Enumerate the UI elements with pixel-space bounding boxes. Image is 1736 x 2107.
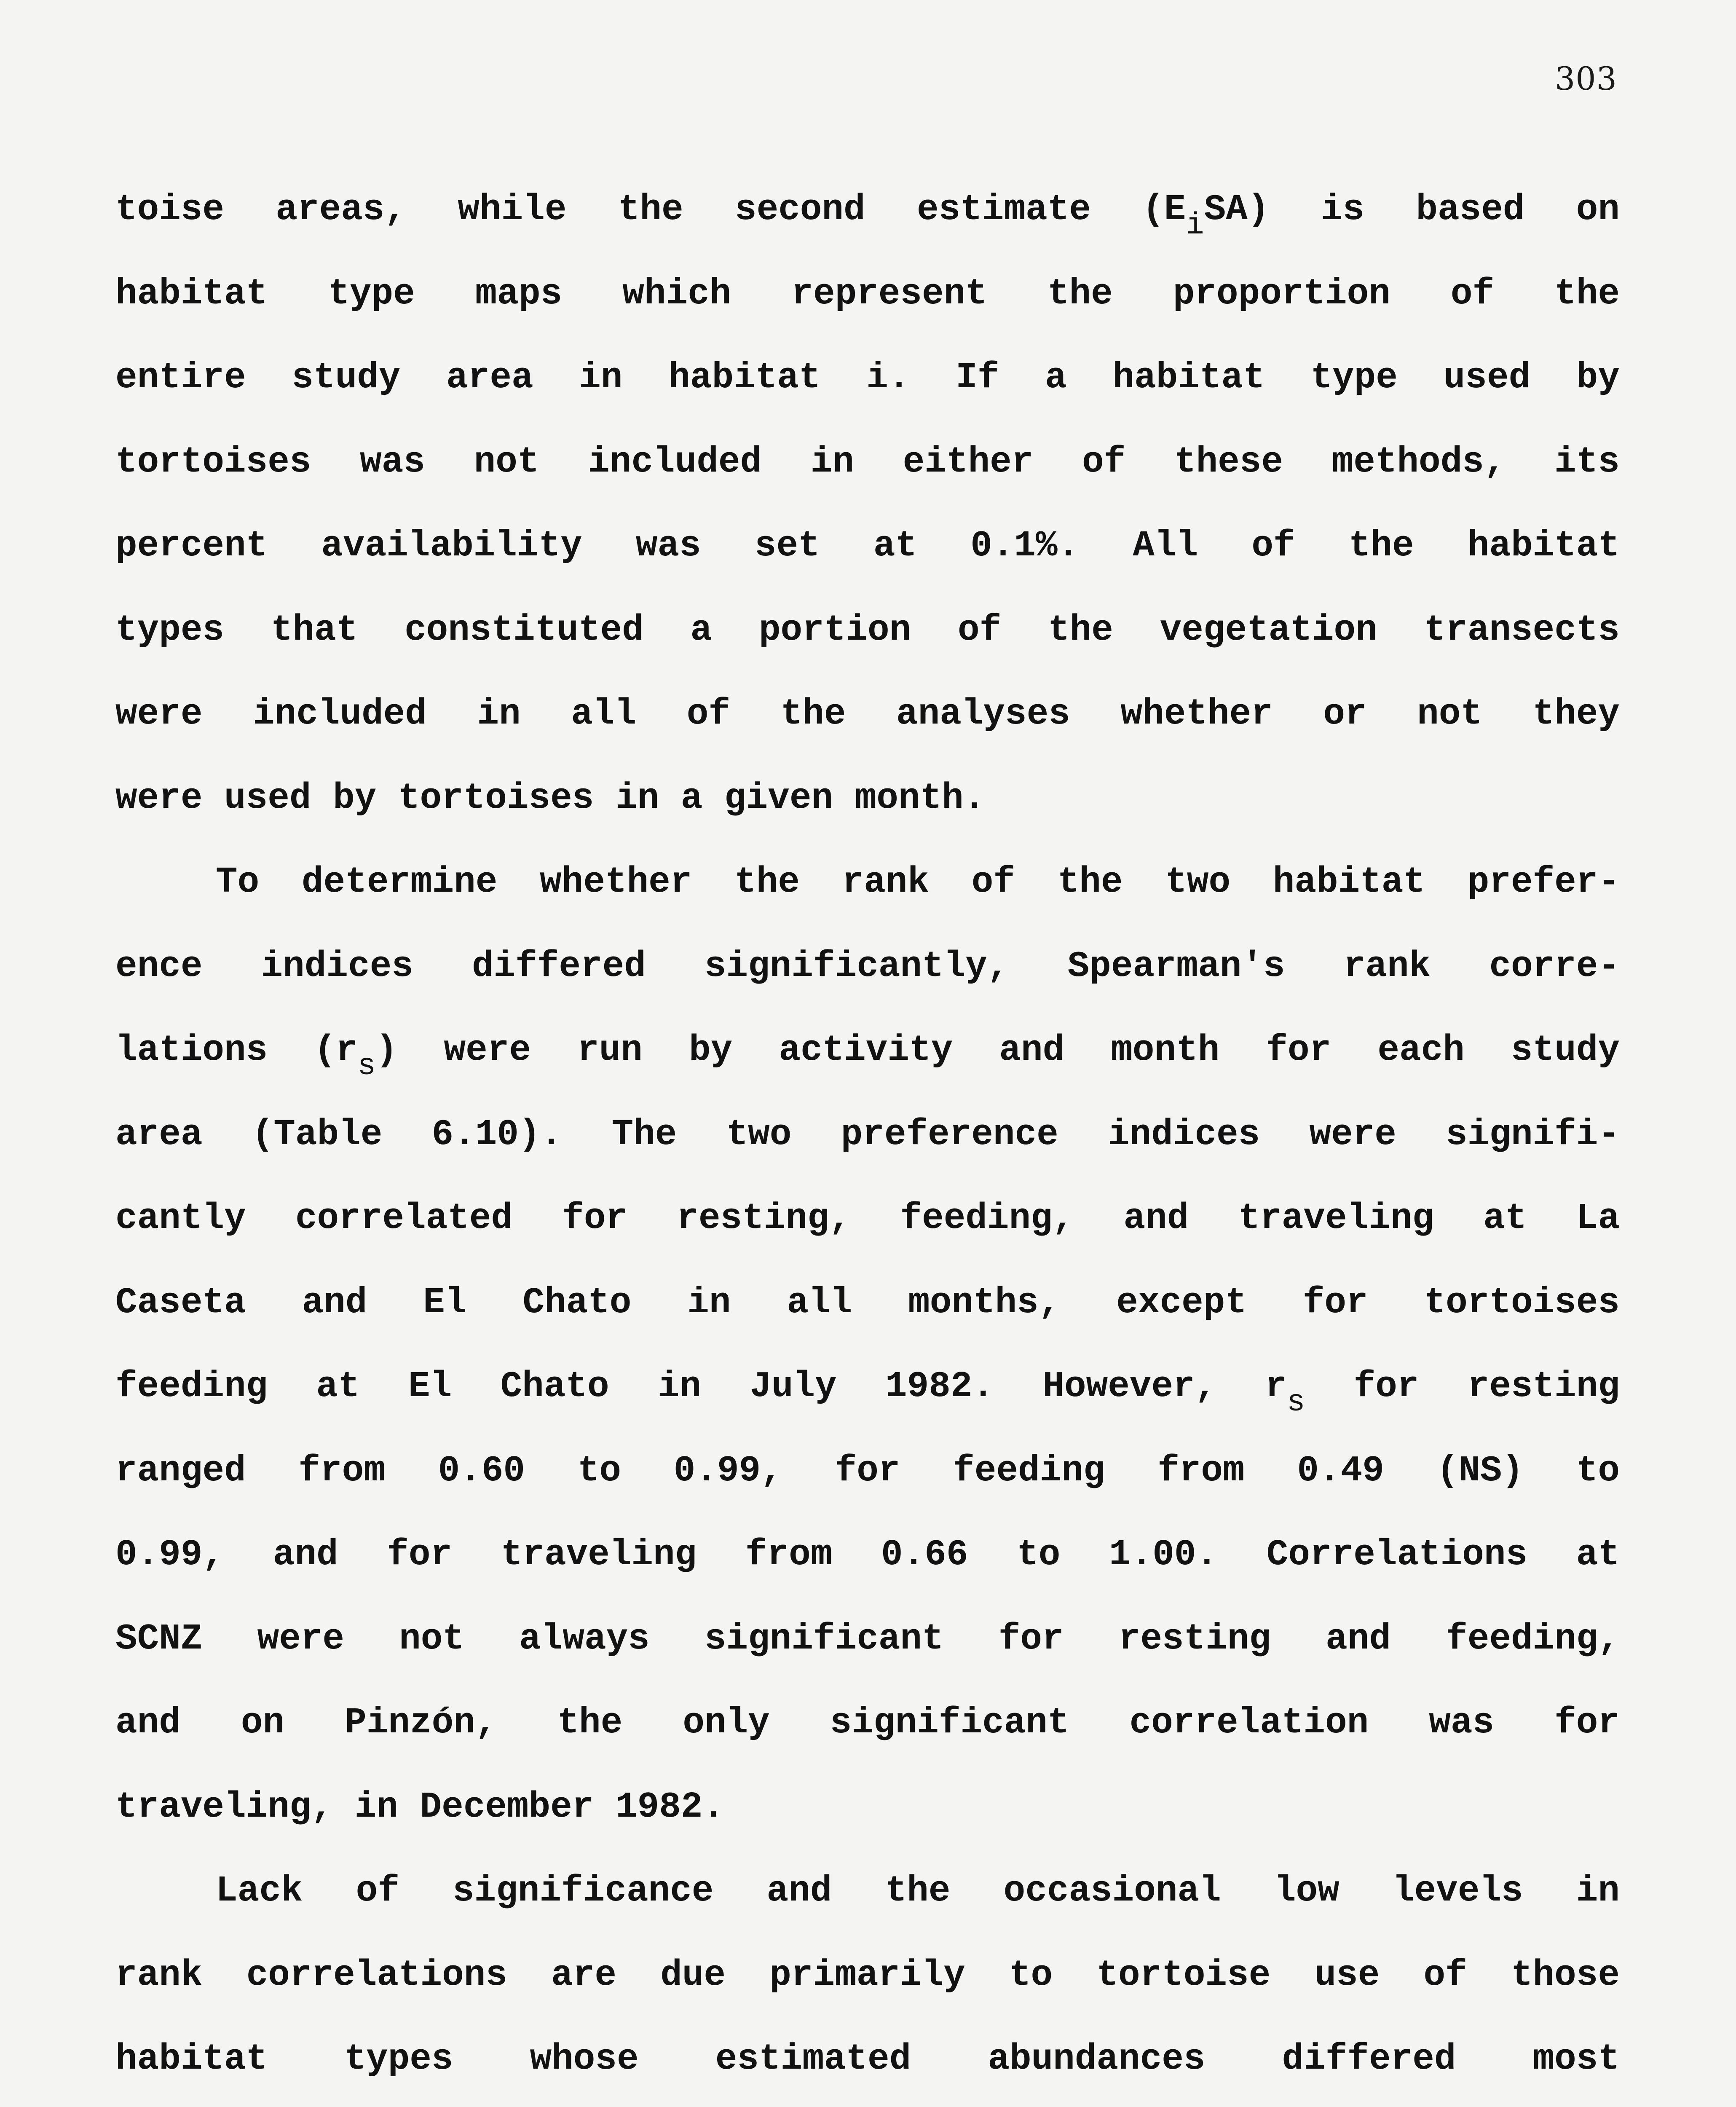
subscript: i [1186, 208, 1204, 243]
text-line [115, 1849, 1620, 1933]
text-run: were included in all of the analyses whether or not they [115, 693, 1620, 735]
text-run: entire study area in habitat i. If a habitat type used by [115, 357, 1620, 398]
text-line [115, 1008, 1620, 1093]
text-line [115, 1933, 1620, 2018]
text-run: cantly correlated for resting, feeding, and traveling at La [115, 1198, 1620, 1239]
text-run: feeding at El Chato in July 1982. However, r [115, 1366, 1287, 1407]
text-run: Caseta and El Chato in all months, except for tortoises [115, 1281, 1620, 1323]
text-line [115, 1513, 1620, 1597]
text-run: types that constituted a portion of the vegetation transects [115, 609, 1620, 651]
text-line [115, 1345, 1620, 1429]
text-line [115, 1681, 1620, 1765]
text-run: habitat type maps which represent the proportion of the [115, 273, 1620, 314]
text-run: were used by tortoises in a given month. [115, 777, 986, 819]
text-line [115, 925, 1620, 1009]
text-line [115, 756, 1620, 841]
text-run: traveling, in December 1982. [115, 1786, 725, 1828]
text-run: lations (r [115, 1029, 358, 1071]
text-line [115, 672, 1620, 756]
text-line [115, 1597, 1620, 1681]
text-run: and on Pinzón, the only significant correlation was for [115, 1702, 1620, 1743]
body-text [115, 168, 1620, 2107]
text-line [115, 420, 1620, 504]
text-line [115, 1177, 1620, 1261]
text-run: To determine whether the rank of the two habitat prefer- [216, 861, 1620, 903]
text-line [115, 1093, 1620, 1177]
text-line [115, 1261, 1620, 1345]
text-line [115, 1429, 1620, 1513]
text-line [115, 168, 1620, 252]
text-run: 0.99, and for traveling from 0.66 to 1.00. Correlations at [115, 1534, 1620, 1575]
text-run: habitat types whose estimated abundances differed most [115, 2038, 1620, 2080]
text-run: SCNZ were not always significant for resting and feeding, [115, 1618, 1620, 1659]
text-run: for resting [1305, 1366, 1620, 1407]
text-run: toise areas, while the second estimate (E [115, 189, 1186, 230]
text-line [115, 504, 1620, 588]
text-run: Lack of significance and the occasional low levels in [216, 1870, 1620, 1911]
page-number: 303 [1554, 60, 1617, 97]
text-run: ) were run by activity and month for each study [375, 1029, 1620, 1071]
text-line [115, 1765, 1620, 1850]
text-line [115, 840, 1620, 925]
text-run: SA) is based on [1204, 189, 1620, 230]
text-line [115, 252, 1620, 336]
text-line [115, 2102, 1620, 2107]
text-run: percent availability was set at 0.1%. All of the habitat [115, 525, 1620, 566]
text-run: ranged from 0.60 to 0.99, for feeding from 0.49 (NS) to [115, 1450, 1620, 1491]
text-run: area (Table 6.10). The two preference indices were signifi- [115, 1113, 1620, 1155]
text-line [115, 336, 1620, 420]
subscript: s [357, 1049, 376, 1083]
subscript: s [1287, 1385, 1305, 1420]
text-run: ence indices differed significantly, Spearman's rank corre- [115, 945, 1620, 987]
text-line [115, 2017, 1620, 2102]
text-line [115, 588, 1620, 673]
text-run: rank correlations are due primarily to tortoise use of those [115, 1954, 1620, 1996]
text-run: tortoises was not included in either of these methods, its [115, 441, 1620, 483]
